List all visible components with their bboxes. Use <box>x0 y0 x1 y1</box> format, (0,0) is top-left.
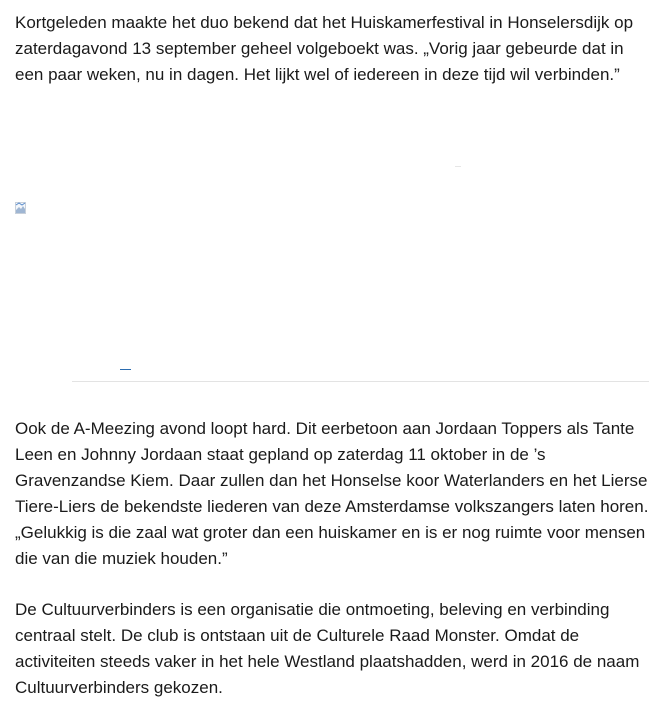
article-paragraph-1: Kortgeleden maakte het duo bekend dat het Huiskamerfestival in Honselersdijk op zaterdagavond 13 september geheel volgeboekt was. „Vorig jaar gebeurde dat in een paar weken, nu in dagen. Het lijkt wel of iedereen in deze tijd wil verbinden.” <box>15 13 634 84</box>
article-paragraph-3: De Cultuurverbinders is een organisatie die ontmoeting, beleving en verbinding centraal stelt. De club is ontstaan uit de Culturele Raad Monster. Omdat de activiteiten steeds vaker in het hele Westland plaatshadden, werd in 2016 de naam Cultuurverbinders gekozen. <box>15 600 640 697</box>
embedded-media <box>0 120 666 390</box>
embed-placeholder-mark <box>455 166 461 167</box>
embed-link-mark[interactable] <box>120 369 131 370</box>
article-paragraph-2: Ook de A-Meezing avond loopt hard. Dit eerbetoon aan Jordaan Toppers als Tante Leen en Johnny Jordaan staat gepland op zaterdag 11 oktober in de ’s Gravenzandse Kiem. Daar zullen dan het Honselse koor Waterlanders en het Lierse Tiere-Liers de bekendste liederen van deze Amsterdamse volkszangers laten horen. „Gelukkig is die zaal wat groter dan een huiskamer en is er nog ruimte voor mensen die van die muziek houden.” <box>15 419 649 568</box>
broken-image-icon <box>15 202 26 214</box>
embed-divider <box>72 381 649 382</box>
